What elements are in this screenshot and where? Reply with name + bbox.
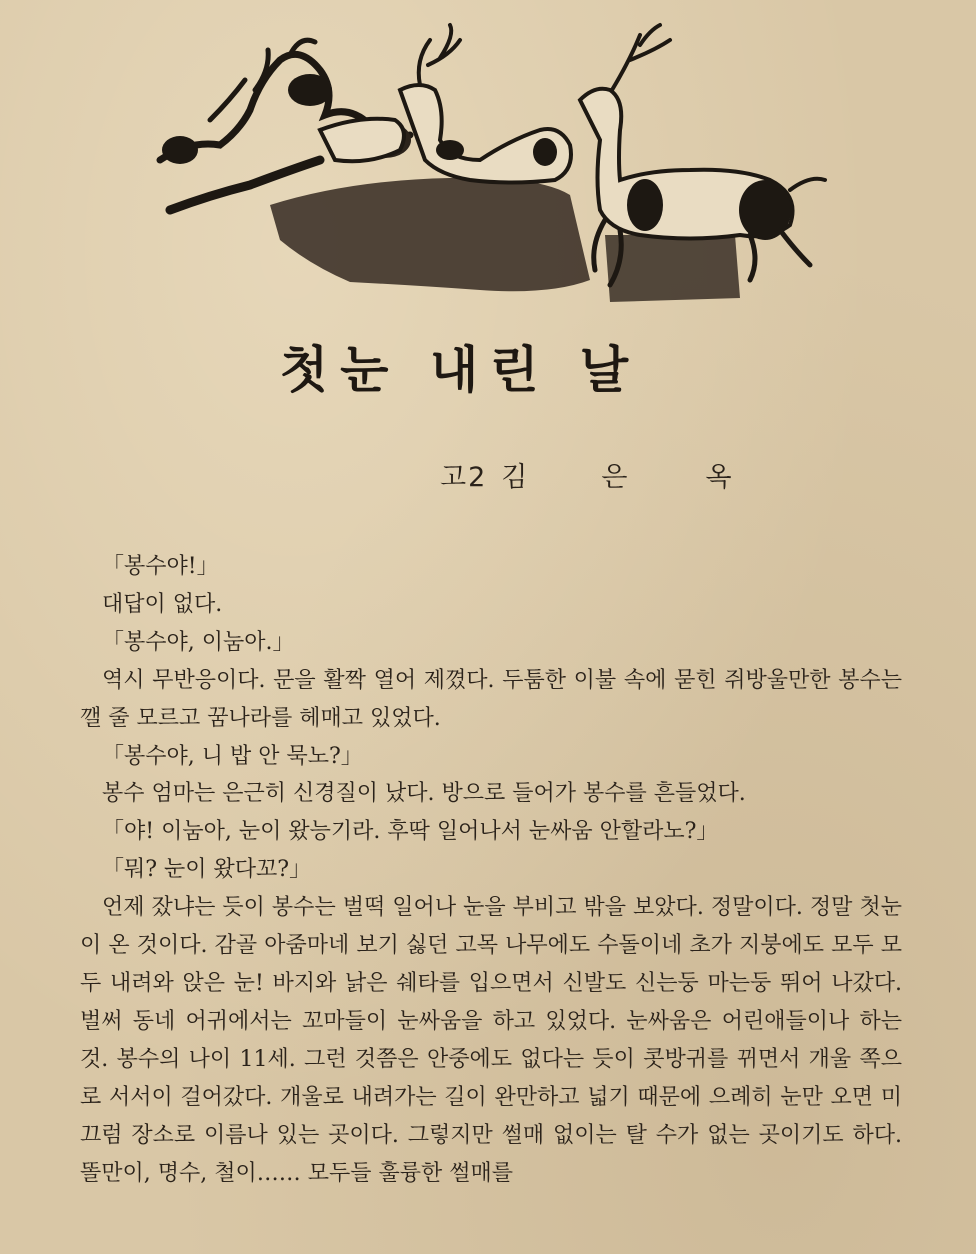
author-name-char: 옥	[705, 462, 732, 493]
narration-paragraph: 언제 잤냐는 듯이 봉수는 벌떡 일어나 눈을 부비고 밖을 보았다. 정말이다. 정말 첫눈이 온 것이다. 감골 아줌마네 보기 싫던 고목 나무에도 수돌이네 초가 지붕에도 모두 모두 내려와 앉은 눈! 바지와 낡은 쉐타를 입으면서 신발도 신는둥 마는둥 뛰어 나갔다. 벌써 동네 어귀에서는 꼬마들이 눈싸움을 하고 있었다. 눈싸움은 어린애들이나 하는 것. 봉수의 나이 11세. 그런 것쯤은 안중에도 없다는 듯이 콧방귀를 뀌면서 개울 쪽으로 서서이 걸어갔다. 개울로 내려가는 길이 완만하고 넓기 때문에 으례히 눈만 오면 미끄럼 장소로 이름나 있는 곳이다. 그렇지만 썰매 없이는 탈 수가 없는 곳이기도 하다. 똘만이, 명수, 철이…… 모두들 훌륭한 썰매를	[80, 895, 902, 1186]
author-grade: 고2	[440, 462, 488, 493]
story-title: 첫눈 내린 날	[279, 341, 641, 399]
deer-ink-illustration-icon	[150, 20, 830, 310]
dialogue-line: 「야! 이눔아, 눈이 왔능기라. 후딱 일어나서 눈싸움 안할라노?」	[102, 819, 719, 845]
dialogue-line: 「뭐? 눈이 왔다꼬?」	[102, 857, 312, 883]
narration-paragraph: 역시 무반응이다. 문을 활짝 열어 제꼈다. 두툼한 이불 속에 묻힌 쥐방울만한 봉수는 깰 줄 모르고 꿈나라를 헤매고 있었다.	[80, 667, 902, 731]
narration-paragraph: 봉수 엄마는 은근히 신경질이 났다. 방으로 들어가 봉수를 흔들었다.	[102, 781, 746, 807]
story-body	[80, 548, 902, 1192]
author-name	[501, 462, 731, 493]
author-name-char: 김	[501, 462, 528, 493]
dialogue-line: 「봉수야, 이눔아.」	[102, 629, 295, 655]
dialogue-line: 「봉수야, 니 밥 안 묵노?」	[102, 743, 363, 769]
author-byline	[440, 455, 732, 494]
narration-line: 대답이 없다.	[102, 591, 223, 617]
author-name-char: 은	[601, 462, 628, 493]
dialogue-line: 「봉수야!」	[102, 554, 219, 579]
